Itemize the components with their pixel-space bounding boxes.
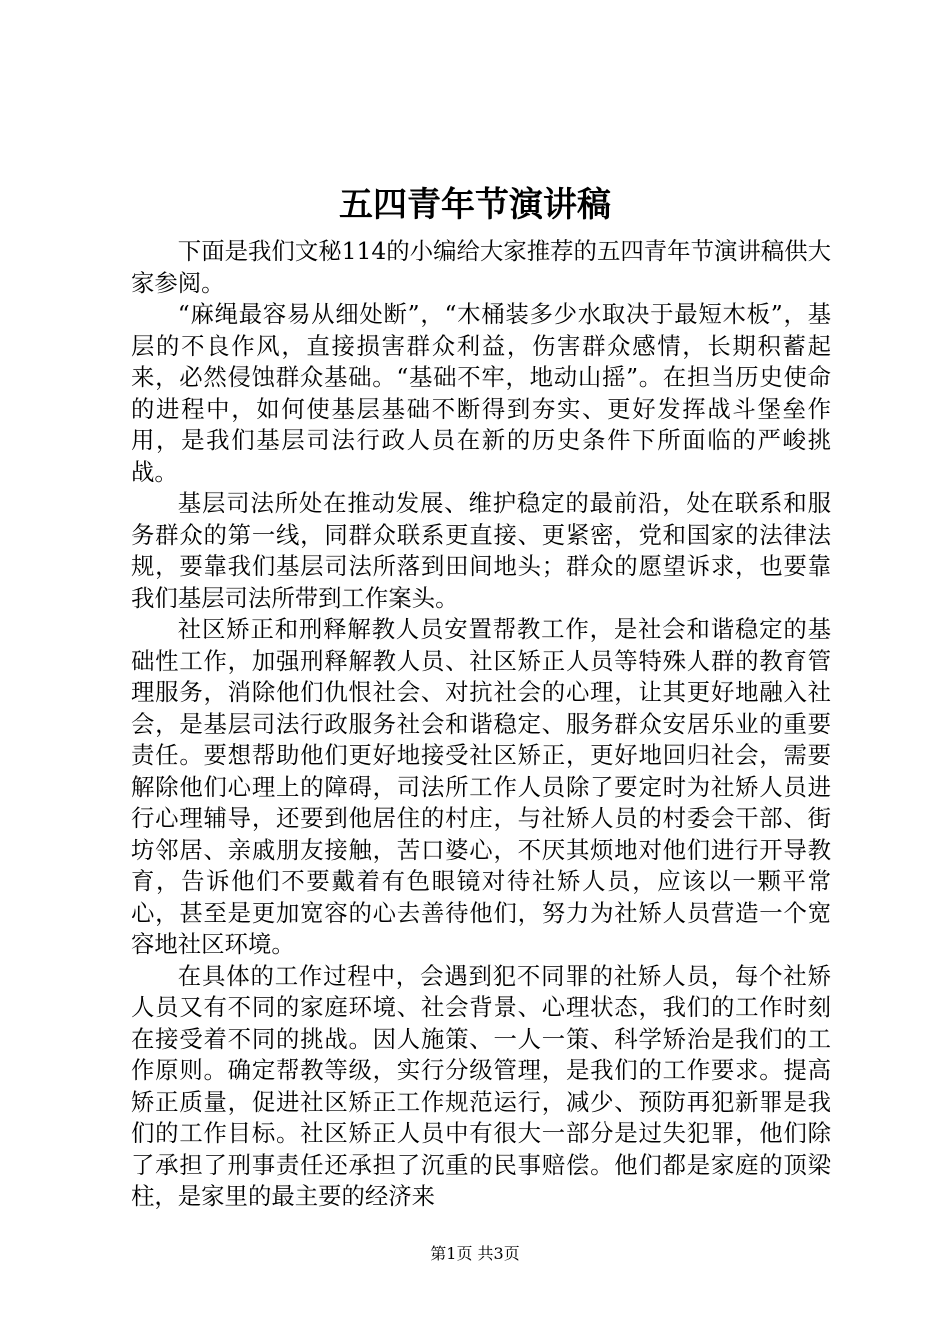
- document-title: 五四青年节演讲稿: [339, 185, 611, 225]
- paragraph-2: “麻绳最容易从细处断”，“木桶装多少水取决于最短木板”，基层的不良作风，直接损害群众利益，伤害群众感情，长期积蓄起来，必然侵蚀群众基础。“基础不牢，地动山摇”。在担当历史使命的进程中，如何使基层基础不断得到夯实、更好发挥战斗堡垒作用，是我们基层司法行政人员在新的历史条件下所面临的严峻挑战。: [131, 300, 831, 486]
- document-body: [131, 236, 831, 1213]
- paragraph-3: 基层司法所处在推动发展、维护稳定的最前沿，处在联系和服务群众的第一线，同群众联系更直接、更紧密，党和国家的法律法规，要靠我们基层司法所落到田间地头；群众的愿望诉求，也要靠我们基层司法所带到工作案头。: [131, 489, 831, 612]
- page-number: 第1页 共3页: [430, 1244, 520, 1263]
- paragraph-5: 在具体的工作过程中，会遇到犯不同罪的社矫人员，每个社矫人员又有不同的家庭环境、社会背景、心理状态，我们的工作时刻在接受着不同的挑战。因人施策、一人一策、科学矫治是我们的工作原则。确定帮教等级，实行分级管理，是我们的工作要求。提高矫正质量，促进社区矫正工作规范运行，减少、预防再犯新罪是我们的工作目标。社区矫正人员中有很大一部分是过失犯罪，他们除了承担了刑事责任还承担了沉重的民事赔偿。他们都是家庭的顶梁柱，是家里的最主要的经济来: [131, 961, 831, 1210]
- paragraph-4: 社区矫正和刑释解教人员安置帮教工作，是社会和谐稳定的基础性工作，加强刑释解教人员、社区矫正人员等特殊人群的教育管理服务，消除他们仇恨社会、对抗社会的心理，让其更好地融入社会，是基层司法行政服务社会和谐稳定、服务群众安居乐业的重要责任。要想帮助他们更好地接受社区矫正，更好地回归社会，需要解除他们心理上的障碍，司法所工作人员除了要定时为社矫人员进行心理辅导，还要到他居住的村庄，与社矫人员的村委会干部、街坊邻居、亲戚朋友接触，苦口婆心，不厌其烦地对他们进行开导教育，告诉他们不要戴着有色眼镜对待社矫人员，应该以一颗平常心，甚至是更加宽容的心去善待他们，努力为社矫人员营造一个宽容地社区环境。: [131, 615, 831, 958]
- paragraph-intro: 下面是我们文秘114的小编给大家推荐的五四青年节演讲稿供大家参阅。: [131, 237, 831, 297]
